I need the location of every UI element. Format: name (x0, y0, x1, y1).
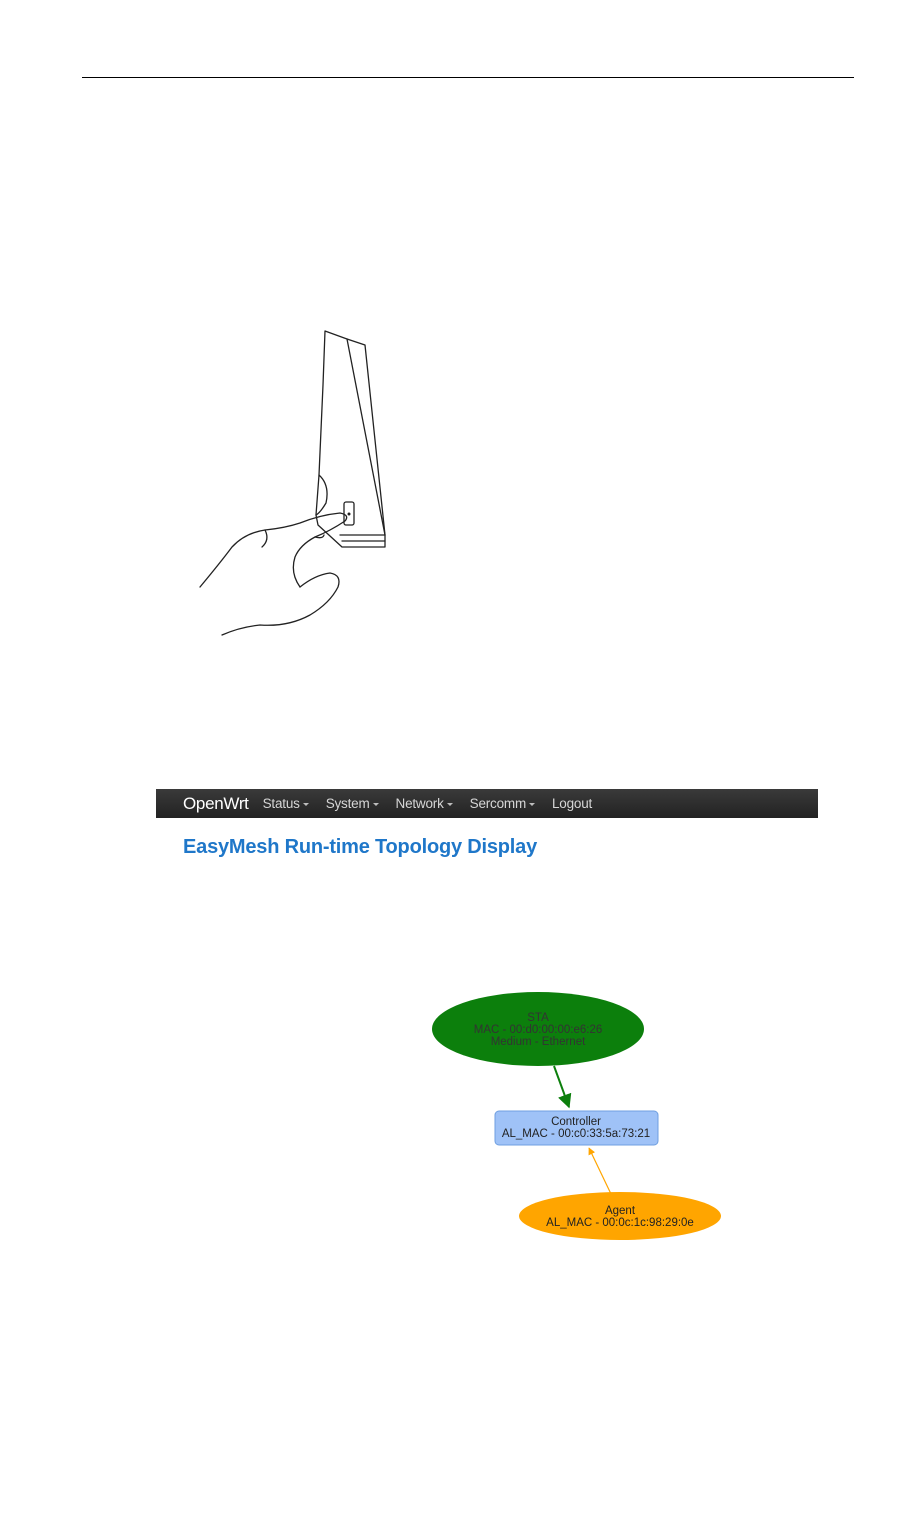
node-sta[interactable] (432, 992, 644, 1066)
topology-graph (156, 789, 818, 1259)
node-controller[interactable] (495, 1111, 658, 1145)
sta-label: STA (527, 1012, 549, 1024)
nav-status[interactable]: Status (263, 796, 309, 811)
node-agent[interactable] (519, 1192, 721, 1240)
edge-agent-to-controller (589, 1148, 611, 1194)
page-header-rule (82, 77, 854, 78)
edge-sta-to-controller (554, 1066, 569, 1107)
nav-logout[interactable]: Logout (552, 796, 593, 811)
openwrt-screenshot (156, 789, 818, 1259)
wps-button-press-illustration (190, 325, 400, 640)
page-title: EasyMesh Run-time Topology Display (183, 836, 538, 858)
nav-sercomm[interactable]: Sercomm (470, 796, 535, 811)
controller-label: Controller (551, 1116, 601, 1128)
nav-network[interactable]: Network (396, 796, 453, 811)
sta-mac: MAC - 00:d0:00:00:e6:26 (473, 1024, 603, 1036)
controller-mac: AL_MAC - 00:c0:33:5a:73:21 (501, 1128, 651, 1140)
agent-label: Agent (604, 1205, 636, 1217)
sta-medium: Medium - Ethernet (490, 1036, 586, 1048)
openwrt-brand[interactable]: OpenWrt (183, 793, 249, 813)
agent-mac: AL_MAC - 00:0c:1c:98:29:0e (546, 1217, 694, 1229)
nav-system[interactable]: System (326, 796, 379, 811)
